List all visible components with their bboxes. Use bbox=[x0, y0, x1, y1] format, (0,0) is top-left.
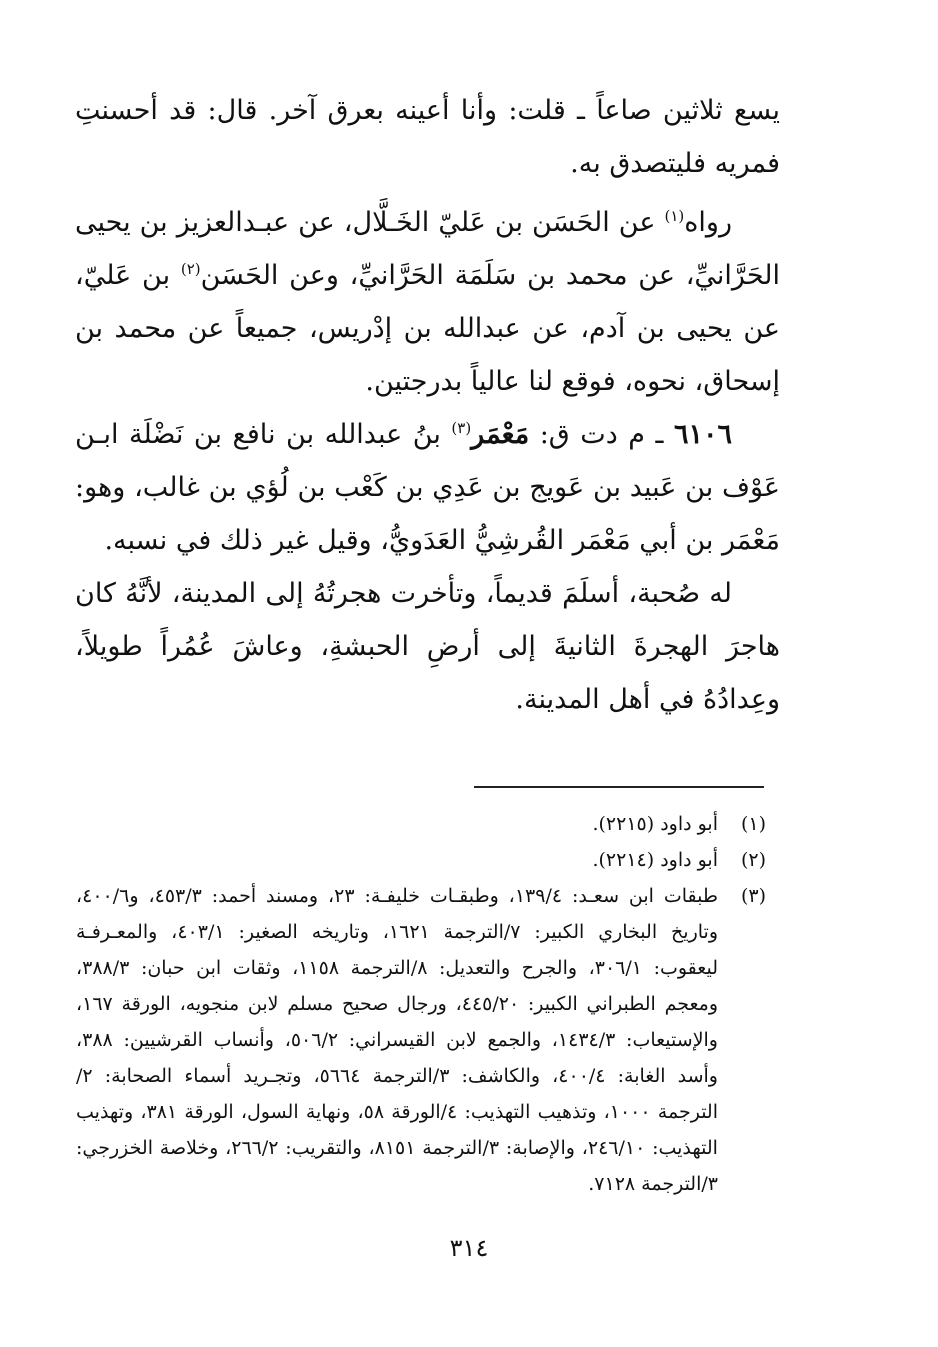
footnote-3 bbox=[76, 878, 766, 1202]
footnote-number: (١) bbox=[740, 813, 766, 835]
paragraph-2-text-a: رواه bbox=[684, 207, 732, 238]
footnote-number: (٢) bbox=[740, 849, 766, 871]
footnotes bbox=[76, 806, 766, 1202]
paragraph-4-text: له صُحبة، أسلَمَ قديماً، وتأخرت هجرتُهُ إلى المدينة، لأنَّهُ كان هاجرَ الهجرةَ الثانيةَ إلى أرضِ الحبشةِ، وعاشَ عُمُراً طويلاً، وعِدادُهُ في أهل المدينة. bbox=[75, 578, 780, 715]
paragraph-1 bbox=[75, 84, 780, 190]
footnote-text: أبو داود (٢٢١٤). bbox=[592, 849, 718, 871]
footnote-text: طبقات ابن سعـد: ١٣٩/٤، وطبقـات خليفـة: ٢٣، ومسند أحمد: ٤٥٣/٣، و٤٠٠/٦، وتاريخ البخاري الكبير: ٧/الترجمة ١٦٢١، وتاريخه الصغير: ٤٠٣/١، والمعـرفـة ليعقوب: ٣٠٦/١، والجرح والتعديل: ٨/الترجمة ١١٥٨، وثقات ابن حبان: ٣٨٨/٣، ومعجم الطبراني الكبير: ٤٤٥/٢٠، ورجال صحيح مسلم لابن منجويه، الورقة ١٦٧، والإستيعاب: ١٤٣٤/٣، والجمع لابن القيسراني: ٥٠٦/٢، وأنساب القرشيين: ٣٨٨، وأسد الغابة: ٤٠٠/٤، والكاشف: ٣/الترجمة ٥٦٦٤، وتجـريد أسماء الصحابة: ٢/الترجمة ١٠٠٠، وتذهيب التهذيب: ٤/الورقة ٥٨، ونهاية السول، الورقة ٣٨١، وتهذيب التهذيب: ٢٤٦/١٠، والإصابة: ٣/الترجمة ٨١٥١، والتقريب: ٢٦٦/٢، وخلاصة الخزرجي: ٣/الترجمة ٧١٢٨. bbox=[76, 885, 719, 1195]
entry-rest: بنُ عبدالله بن نافع بن نَضْلَة ابـن عَوْف بن عَبيد بن عَويج بن عَدِي بن كَعْب بن لُؤي بن غالب، وهو: مَعْمَر بن أبي مَعْمَر القُرشِيُّ العَدَويُّ، وقيل غير ذلك في نسبه. bbox=[75, 419, 780, 556]
entry-name: مَعْمَر bbox=[471, 419, 530, 450]
footnote-number: (٣) bbox=[740, 885, 766, 907]
footnote-ref-1: (١) bbox=[664, 207, 685, 225]
page-number: ٣١٤ bbox=[449, 1234, 489, 1262]
paragraph-1-text: يسع ثلاثين صاعاً ـ قلت: وأنا أعينه بعرق آخر. قال: قد أحسنتِ فمريه فليتصدق به. bbox=[75, 95, 780, 179]
paragraph-2-text-b: عن الحَسَن بن عَليّ الخَـلَّال، عن عبـدالعزيز بن يحيى الحَرَّانيِّ، عن محمد بن سَلَمَة الحَرَّانيِّ، وعن الحَسَن bbox=[75, 207, 780, 291]
footnote-1 bbox=[76, 806, 766, 842]
entry-paragraph bbox=[75, 408, 780, 567]
footnote-divider bbox=[474, 786, 764, 788]
paragraph-2 bbox=[75, 196, 780, 408]
paragraph-2-text-c: بن عَليّ، عن يحيى بن آدم، عن عبدالله بن إدْريس، جميعاً عن محمد بن إسحاق، نحوه، فوقع لنا عالياً بدرجتين. bbox=[75, 260, 780, 397]
footnote-text: أبو داود (٢٢١٥). bbox=[592, 813, 718, 835]
entry-symbols: م دت ق: bbox=[529, 419, 645, 450]
main-text bbox=[75, 84, 780, 726]
entry-dash: ـ bbox=[645, 419, 674, 450]
footnote-ref-2: (٢) bbox=[180, 260, 201, 278]
paragraph-4 bbox=[75, 567, 780, 726]
footnote-2 bbox=[76, 842, 766, 878]
entry-number: ٦١٠٦ bbox=[674, 419, 733, 450]
footnote-ref-3: (٣) bbox=[451, 419, 472, 437]
